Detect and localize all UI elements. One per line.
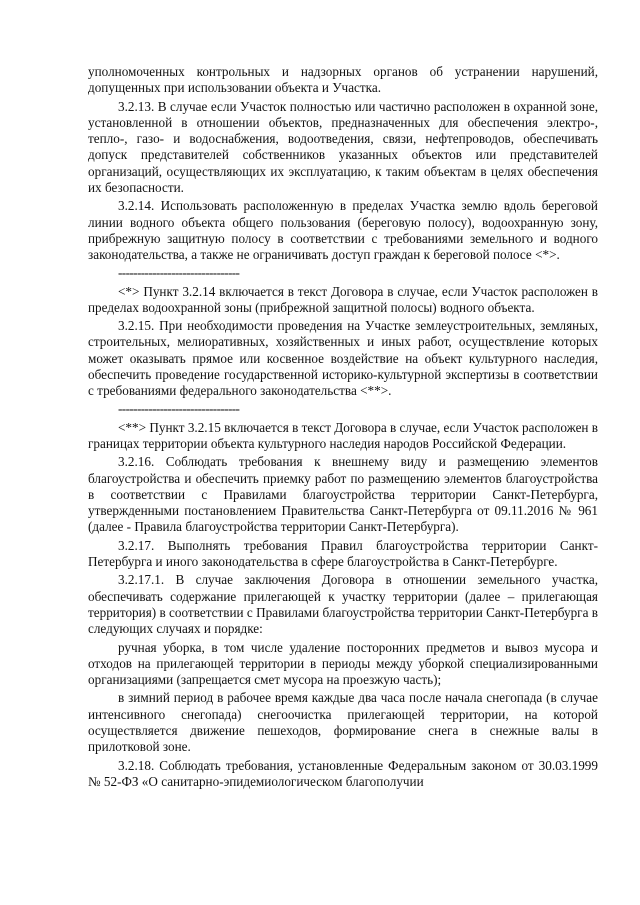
list-item-manual-cleaning: ручная уборка, в том числе удаление посторонних предметов и вывоз мусора и отходов на прилегающей территории в периоды между уборкой специализированными организациями (запрещается смет мусора на проезжую часть); (88, 639, 598, 688)
paragraph-3-2-15: 3.2.15. При необходимости проведения на Участке землеустроительных, земляных, строительных, мелиоративных, хозяйственных и иных работ, осуществление которых может оказывать прямое или косвенное воздействие на объект культурного наследия, обеспечить проведение государственной историко-культурной экспертизы в соответствии с требованиями федерального законодательства <**>. (88, 318, 598, 399)
footnote-separator: -------------------------------- (118, 264, 240, 280)
footnote-2: <**> Пункт 3.2.15 включается в текст Договора в случае, если Участок расположен в границах территории объекта культурного наследия народов Российской Федерации. (88, 419, 599, 451)
paragraph-1: уполномоченных контрольных и надзорных органов об устранении нарушений, допущенных при использовании объекта и Участка. (88, 64, 598, 96)
list-item-winter-cleaning: в зимний период в рабочее время каждые два часа после начала снегопада (в случае интенсивного снегопада) снегоочистка прилегающей территории, на которой осуществляется движение пешеходов, формирование снега в снежные валы в прилотковой зоне. (88, 690, 598, 755)
footnote-separator: -------------------------------- (118, 400, 240, 416)
paragraph-3-2-14: 3.2.14. Использовать расположенную в пределах Участка землю вдоль береговой линии водного объекта общего пользования (береговую полосу), водоохранную зону, прибрежную защитную полосу в соответствии с требованиями земельного и водного законодательства, а также не ограничивать доступ граждан к береговой полосе <*>. (88, 198, 598, 263)
paragraph-3-2-13: 3.2.13. В случае если Участок полностью или частично расположен в охранной зоне, установленной в отношении объектов, предназначенных для обеспечения электро-, тепло-, газо- и водоснабжения, водоотведения, связи, нефтепроводов, обеспечивать допуск представителей собственников указанных объектов или представителей организаций, осуществляющих их эксплуатацию, к таким объектам в целях обеспечения их безопасности. (88, 98, 598, 196)
paragraph-3-2-17: 3.2.17. Выполнять требования Правил благоустройства территории Санкт-Петербурга и иного законодательства в сфере благоустройства в Санкт-Петербурге. (88, 537, 598, 570)
paragraph-3-2-17-1: 3.2.17.1. В случае заключения Договора в отношении земельного участка, обеспечивать содержание прилегающей к участку территории (далее – прилегающая территория) в соответствии с Правилами благоустройства территории Санкт-Петербурга в следующих случаях и порядке: (88, 572, 598, 637)
paragraph-3-2-16: 3.2.16. Соблюдать требования к внешнему виду и размещению элементов благоустройства и обеспечить приемку работ по размещению элементов благоустройства в соответствии с Правилами благоустройства территории Санкт-Петербурга, утвержденными постановлением Правительства Санкт-Петербурга от 09.11.2016 № 961 (далее - Правила благоустройства территории Санкт-Петербурга). (88, 454, 598, 535)
footnote-1: <*> Пункт 3.2.14 включается в текст Договора в случае, если Участок расположен в пределах водоохранной зоны (прибрежной защитной полосы) водного объекта. (88, 283, 598, 315)
document-page (88, 64, 598, 792)
paragraph-3-2-18: 3.2.18. Соблюдать требования, установленные Федеральным законом от 30.03.1999 № 52-ФЗ «О санитарно-эпидемиологическом благополучии (88, 757, 598, 789)
